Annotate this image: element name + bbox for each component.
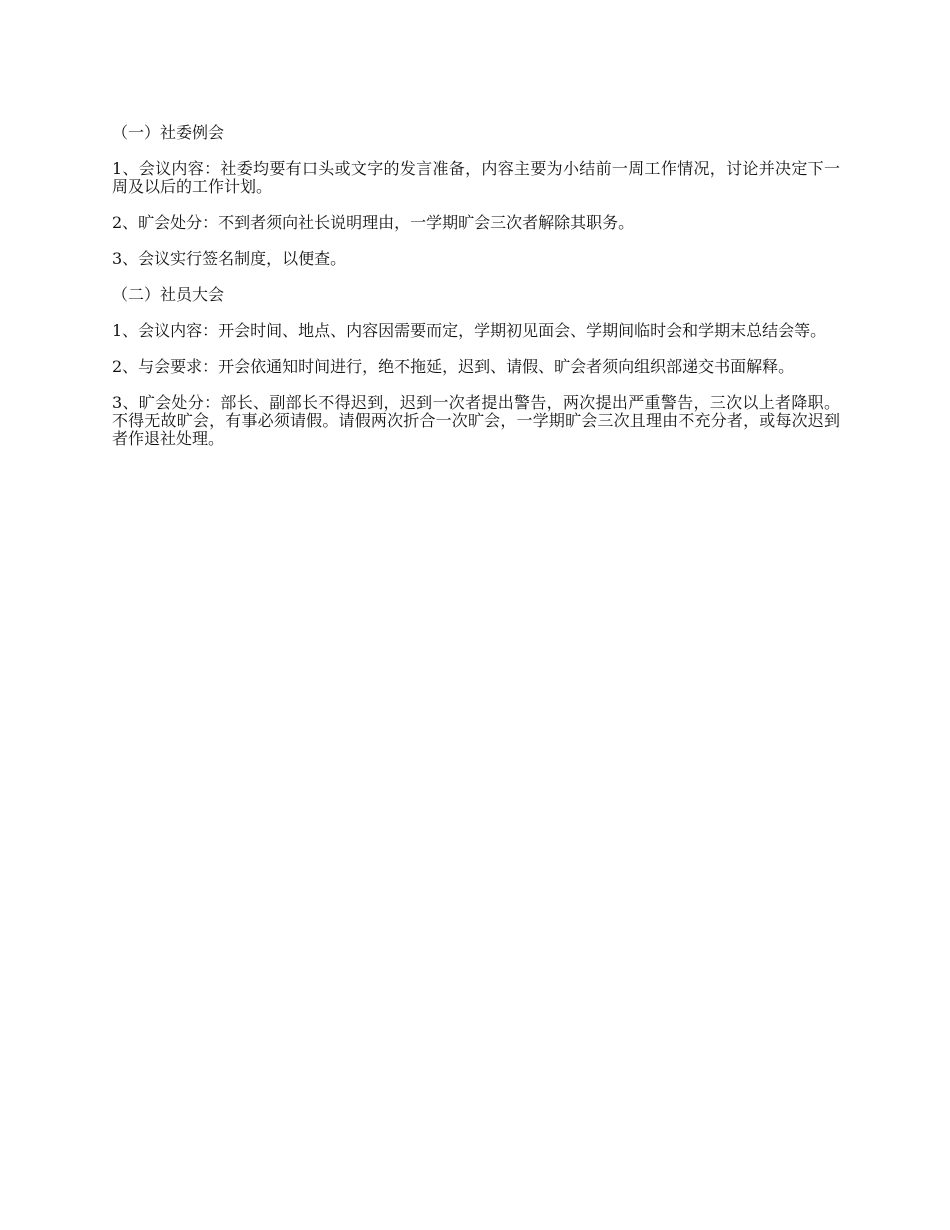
paragraph: 1、会议内容：开会时间、地点、内容因需要而定，学期初见面会、学期间临时会和学期末总结会等。 — [112, 321, 827, 340]
section-meeting-committee — [112, 124, 840, 268]
paragraph: 2、旷会处分：不到者须向社长说明理由，一学期旷会三次者解除其职务。 — [112, 213, 635, 232]
section-members-assembly — [112, 286, 840, 448]
document-body — [112, 124, 840, 466]
paragraph: 3、会议实行签名制度，以便查。 — [112, 249, 347, 268]
section-heading: （一）社委例会 — [112, 123, 225, 142]
paragraph: 1、会议内容：社委均要有口头或文字的发言准备，内容主要为小结前一周工作情况，讨论并决定下一周及以后的工作计划。 — [112, 159, 840, 196]
paragraph: 3、旷会处分：部长、副部长不得迟到，迟到一次者提出警告，两次提出严重警告，三次以上者降职。不得无故旷会，有事必须请假。请假两次折合一次旷会，一学期旷会三次且理由不充分者，或每次迟到者作退社处理。 — [112, 393, 840, 448]
paragraph: 2、与会要求：开会依通知时间进行，绝不拖延，迟到、请假、旷会者须向组织部递交书面解释。 — [112, 357, 795, 376]
section-heading: （二）社员大会 — [112, 285, 225, 304]
